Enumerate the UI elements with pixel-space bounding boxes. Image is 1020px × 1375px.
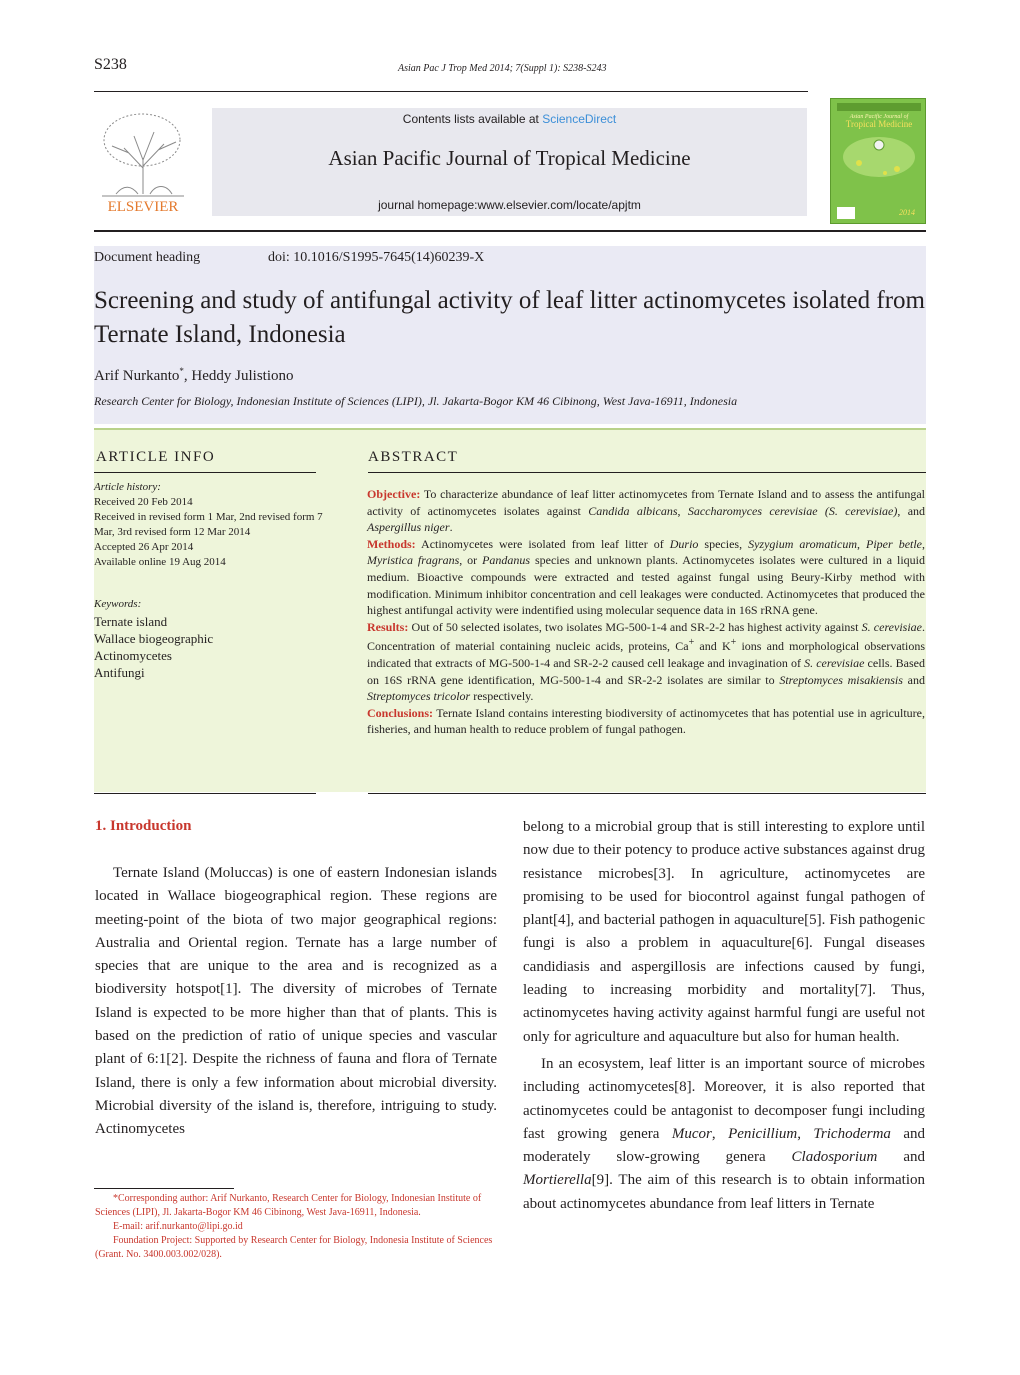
body-paragraph — [523, 1053, 925, 1216]
author-1: Arif Nurkanto — [94, 368, 180, 384]
masthead-rule — [94, 230, 926, 232]
conclusions-label: Conclusions: — [367, 705, 434, 720]
body-paragraph: belong to a microbial group that is still interesting to explore until now due to their potency to produce active substances against drug resistance microbes[3]. In agriculture, actinomycetes are promising to be used for biocontrol against fungal pathogen of plant[4], and bacterial pathogen in aquaculture[5]. Fish pathogenic fungi is also a problem in aquaculture[6]. Fungal diseases candidiasis and aspergillosis are infections caused by fungi, leading to increasing morbidity and mortality[7]. Thus, actinomycetes having activity against harmful fungi are useful not only for agriculture and aquaculture but also for human health. — [523, 819, 925, 1045]
abstract-span: , and — [897, 503, 926, 518]
genus-name: Penicillium — [728, 1125, 798, 1142]
history-label: Article history: — [94, 481, 161, 493]
abstract-species: Syzygium aromaticum — [748, 536, 857, 551]
genus-name: Mucor — [671, 1125, 712, 1142]
results-label: Results: — [367, 619, 409, 634]
abstract-span: species, — [698, 536, 749, 551]
abstract-heading: ABSTRACT — [368, 449, 459, 465]
genus-name: Trichoderma — [813, 1125, 891, 1142]
abstract-span: , — [922, 536, 926, 551]
abstract-span: , — [677, 503, 688, 518]
keyword: Actinomycetes — [94, 648, 172, 663]
authors — [94, 366, 294, 385]
abstract-species: Aspergillus niger — [367, 520, 450, 535]
funding-note: Foundation Project: Supported by Research Center for Biology, Indonesia Institute of Sciences (Grant. No. 3400.003.002/028). — [95, 1235, 493, 1260]
abstract-span: and — [902, 672, 925, 687]
author-2: , Heddy Julistiono — [183, 368, 294, 384]
contents-prefix: Contents lists available at — [402, 112, 543, 126]
body-span: and moderately slow-growing genera — [523, 1125, 925, 1166]
abstract-species: Myristica fragrans — [367, 553, 460, 568]
article-info-bottom-rule — [94, 793, 316, 794]
abstract-span: , or — [459, 553, 483, 568]
abstract-span: species and unknown plants. Actinomycetes isolates were cultured in a liquid medium. Bioactive compounds were extracted and tested against fungal using Beury-Kirby method with modification. Minimum inhibitor concentration and cell leakages were conducted. Actinomycetes that produced the highest antifungal activity were indentified using molecular sequence data in 16S rRNA gene. — [367, 553, 925, 618]
abstract-species: Durio — [669, 536, 699, 551]
keywords-label: Keywords: — [94, 598, 142, 610]
keyword: Ternate island — [94, 614, 168, 629]
abstract-species: S. cerevisiae — [861, 619, 922, 634]
sciencedirect-link[interactable]: ScienceDirect — [542, 112, 617, 126]
genus-name: Mortierella — [523, 1172, 592, 1189]
keyword: Antifungi — [94, 665, 145, 680]
body-span: and — [877, 1149, 925, 1166]
abstract-species: Streptomyces misakiensis — [779, 672, 903, 687]
footnotes — [95, 1192, 497, 1262]
body-paragraph: Ternate Island (Moluccas) is one of eastern Indonesian islands located in Wallace biogeographical region. These regions are meeting-point of the biota of two major geographical regions: Australia and Oriental region. Ternate has a large number of species that are unique to the area and is recognized as a biodiversity hotspot[1]. The diversity of microbes of Ternate Island is expected to be more higher than that of plants. This is based on the prediction of ratio of unique species and vascular plant of 6:1[2]. Despite the richness of fauna and flora of Ternate Island, there is only a few information about microbial diversity. Microbial diversity of the island is, therefore, intriguing to study. Actinomycetes — [95, 865, 497, 1138]
body-span: , — [797, 1125, 814, 1142]
body-span: , — [711, 1125, 729, 1142]
body-column-right — [523, 816, 925, 1216]
body-span: In an ecosystem, leaf litter is an important source of microbes including actinomycetes[8]. Moreover, it is also reported that actinomycetes could be antagonist to decomposer fungi including fast growing genera — [523, 1055, 925, 1142]
body-column-left — [95, 862, 497, 1142]
cover-title-line1: Asian Pacific Journal of — [849, 114, 909, 120]
methods-label: Methods: — [367, 536, 416, 551]
abstract-span: and K — [694, 639, 731, 654]
document-heading: Document heading — [94, 250, 201, 265]
elsevier-logo — [94, 108, 192, 216]
abstract-species: Streptomyces tricolor — [367, 689, 471, 704]
abstract-species: S. cerevisiae — [804, 655, 865, 670]
abstract-span: Ternate Island contains interesting biodiversity of actinomycetes that has potential use in agriculture, fisheries, and human health to reduce problem of fungal pathogen. — [367, 705, 925, 737]
affiliation: Research Center for Biology, Indonesian Institute of Sciences (LIPI), Jl. Jakarta-Bogor KM 46 Cibinong, West Java-16911, Indonesia — [94, 394, 738, 408]
abstract-span: . Concentration of material containing nucleic acids, proteins, Ca — [367, 619, 925, 654]
doi[interactable]: doi: 10.1016/S1995-7645(14)60239-X — [268, 250, 485, 265]
abstract-text — [367, 486, 925, 738]
abstract-span: . — [449, 520, 453, 535]
abstract-span: , — [856, 536, 867, 551]
abstract-span: Actinomycetes were isolated from leaf litter of — [415, 536, 670, 551]
keywords — [94, 596, 324, 681]
journal-name: Asian Pacific Journal of Tropical Medicine — [328, 146, 691, 170]
journal-cover-thumbnail — [830, 98, 926, 224]
abstract-species: Pandanus — [482, 553, 531, 568]
abstract-span: cells. Based on 16S rRNA gene identification, MG-500-1-4 and SR-2-2 isolates are similar to — [367, 655, 925, 687]
article-info-heading: ARTICLE INFO — [96, 449, 216, 465]
section-title: 1. Introduction — [95, 818, 192, 834]
article-title: Screening and study of antifungal activity of leaf litter actinomycetes isolated from Ternate Island, Indonesia — [94, 287, 925, 348]
cover-title-line2: Tropical Medicine — [845, 119, 913, 129]
history-received: Received 20 Feb 2014 — [94, 496, 193, 508]
abstract-span: ions and morphological observations indicated that extracts of MG-500-1-4 and SR-2-2 caused cell leakage and invagination of — [367, 639, 926, 670]
objective-label: Objective: — [367, 487, 421, 501]
svg-text:ELSEVIER: ELSEVIER — [107, 199, 179, 215]
abstract-species: Candida albicans — [588, 503, 678, 518]
article-info-rule — [94, 472, 316, 473]
corresponding-author-note: *Corresponding author: Arif Nurkanto, Research Center for Biology, Indonesian Institute of Sciences (LIPI), Jl. Jakarta-Bogor KM 46 Cibinong, West Java-16911, Indonesia. — [95, 1193, 482, 1218]
history-revised: Received in revised form 1 Mar, 2nd revised form 7 Mar, 3rd revised form 12 Mar 2014 — [94, 511, 323, 538]
article-history — [94, 480, 324, 570]
abstract-span: respectively. — [470, 689, 534, 704]
running-head: Asian Pac J Trop Med 2014; 7(Suppl 1): S238-S243 — [398, 63, 607, 74]
corresponding-mark: * — [179, 366, 184, 376]
header-rule — [94, 91, 808, 92]
elsevier-tree-icon — [94, 108, 192, 216]
footnote-rule — [94, 1188, 234, 1189]
ion-charge: + — [688, 637, 695, 649]
abstract-bottom-rule — [368, 793, 926, 794]
abstract-species: Piper betle — [866, 536, 923, 551]
keyword: Wallace biogeographic — [94, 631, 214, 646]
journal-homepage[interactable]: journal homepage:www.elsevier.com/locate/apjtm — [378, 198, 641, 212]
contents-line — [212, 112, 807, 126]
history-online: Available online 19 Aug 2014 — [94, 556, 226, 568]
body-span: [9]. The aim of this research is to obtain information about actinomycetes abundance from leaf litters in Ternate — [523, 1172, 925, 1212]
abstract-rule — [368, 472, 926, 473]
cover-year: 2014 — [899, 208, 915, 217]
genus-name: Cladosporium — [791, 1149, 878, 1166]
history-accepted: Accepted 26 Apr 2014 — [94, 541, 194, 553]
abstract-span: Out of 50 selected isolates, two isolates MG-500-1-4 and SR-2-2 has highest activity against — [408, 619, 862, 634]
page-number: S238 — [94, 56, 127, 73]
email-note[interactable]: E-mail: arif.nurkanto@lipi.go.id — [113, 1221, 243, 1232]
abstract-span: To characterize abundance of leaf litter actinomycetes from Ternate Island and to assess the antifungal activity of actinomycetes isolates against — [367, 487, 925, 518]
abstract-species: Saccharomyces cerevisiae (S. cerevisiae) — [687, 503, 898, 518]
ion-charge: + — [730, 637, 737, 649]
